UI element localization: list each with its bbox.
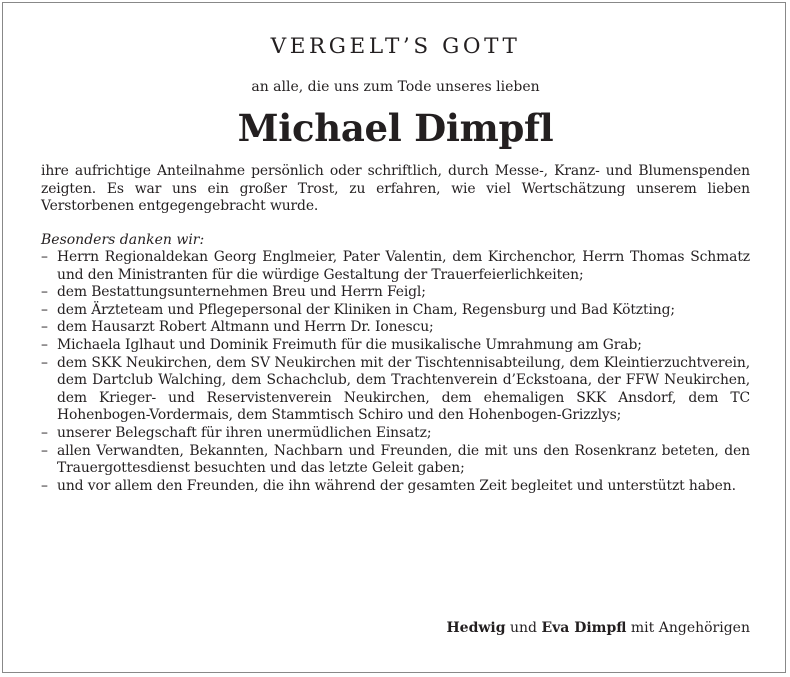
list-item-text: und vor allem den Freunden, die ihn während der gesamten Zeit begleitet und unterstützt haben. [57,477,736,494]
list-item [41,355,750,425]
list-item-text: dem SKK Neukirchen, dem SV Neukirchen mit der Tischtennisabteilung, dem Kleintierzuchtverein, dem Dartclub Walching, dem Schachclub, dem Trachtenverein d’Eckstoana, der FFW Neukirchen, dem Krieger- und Reservistenverein Neukirchen, dem ehemaligen SKK Ansdorf, dem TC Hohenbogen-Vordermais, dem Stammtisch Schiro und den Hohenbogen-Grizzlys; [57,354,750,424]
signature [446,619,750,637]
list-item-text: Herrn Regionaldekan Georg Englmeier, Pater Valentin, dem Kirchenchor, Herrn Thomas Schmatz und den Ministranten für die würdige Gestaltung der Trauerfeierlichkeiten; [57,249,750,283]
signature-suffix: mit Angehörigen [630,620,750,636]
list-item-text: allen Verwandten, Bekannten, Nachbarn und Freunden, die mit uns den Rosenkranz beteten, den Trauergottesdienst besuchten und das letzte Geleit gaben; [57,442,750,477]
list-item-text: dem Ärzteteam und Pflegepersonal der Kliniken in Cham, Regensburg und Bad Kötzting; [57,301,675,318]
list-item [41,284,750,302]
list-item-text: dem Hausarzt Robert Altmann und Herrn Dr. Ionescu; [57,319,434,336]
signature-connector: und [510,620,537,636]
list-dash: – [41,336,48,353]
signature-name-1: Hedwig [446,620,506,636]
list-dash: – [41,249,48,265]
list-dash: – [41,301,48,318]
thanks-title: Besonders danken wir: [41,232,205,248]
list-item [41,337,750,355]
list-item-text: dem Bestattungsunternehmen Breu und Herrn Feigl; [57,284,426,301]
body-paragraph: ihre aufrichtige Anteilnahme persönlich oder schriftlich, durch Messe-, Kranz- und Blumenspenden zeigten. Es war uns ein großer Trost, zu erfahren, wie viel Wertschätzung unserem lieben Verstorbenen entgegengebracht wurde. [41,163,750,215]
list-item [41,249,750,284]
list-item-text: Michaela Iglhaut und Dominik Freimuth für die musikalische Umrahmung am Grab; [57,336,642,353]
notice-heading: VERGELT’S GOTT [270,34,521,59]
list-item [41,478,750,496]
list-dash: – [41,477,48,494]
list-dash: – [41,354,48,371]
signature-name-2: Eva Dimpfl [541,620,627,636]
list-dash: – [41,284,48,301]
list-dash: – [41,319,48,336]
thanks-list [41,249,750,495]
list-dash: – [41,424,48,441]
list-item [41,443,750,478]
intro-line: an alle, die uns zum Tode unseres lieben [251,79,540,95]
list-item [41,319,750,337]
list-item-text: unserer Belegschaft für ihren unermüdlichen Einsatz; [57,424,432,441]
deceased-name: Michael Dimpfl [237,106,554,150]
list-item [41,425,750,443]
list-item [41,302,750,320]
list-dash: – [41,442,48,459]
